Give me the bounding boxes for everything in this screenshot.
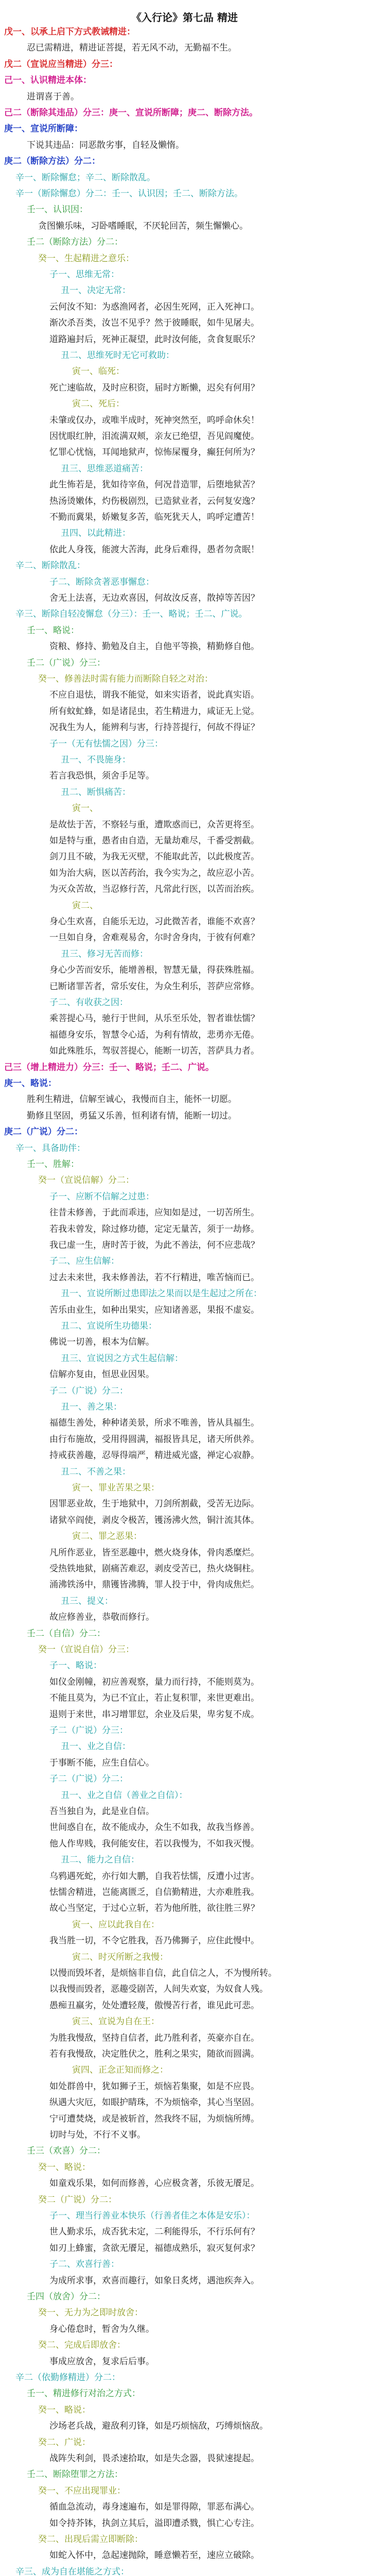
verse-line: 为灭众苦故，当忍修行苦，凡常此行医，以苦而治疾。 xyxy=(49,884,259,894)
outline-heading: 寅一、应以此我自在： xyxy=(72,1920,160,1930)
outline-heading: 丑二、能力之自信： xyxy=(61,1855,139,1865)
outline-heading: 壬二（断除方法）分二： xyxy=(27,237,123,247)
verse-line: 若我未曾发，除过修功德，定定无量苦，须于一劫修。 xyxy=(49,1224,259,1234)
outline-heading: 癸一、不应出现罪业： xyxy=(38,2486,126,2496)
outline-heading: 辛二（依勤修精进）分二： xyxy=(15,2372,120,2383)
verse-line: 怯懦舍精进，岂能离匮乏，自信勤精进，大亦难胜我。 xyxy=(49,1887,259,1897)
outline-heading: 辛一、断除懈怠；辛二、断除散乱。 xyxy=(15,173,155,183)
outline-heading: 壬一、认识因： xyxy=(27,205,88,215)
verse-line: 佛说一切善，根本为信解。 xyxy=(49,1337,154,1347)
verse-line: 纵遇大灾厄，如眼护睛珠，不为烦恼牵，其心当坚固。 xyxy=(49,2097,259,2108)
verse-line: 如为治大病，医以苦药治，我今实为之，故应忍小苦。 xyxy=(49,868,259,878)
outline-heading: 癸一、略说： xyxy=(38,2162,91,2173)
outline-heading: 壬一、略说： xyxy=(27,625,79,636)
outline-heading: 子一、略说： xyxy=(49,1660,102,1671)
outline-heading: 壬三（欢喜）分二： xyxy=(27,2146,106,2156)
outline-heading: 癸一、修善法时需有能力而断除自轻之对治： xyxy=(38,674,213,684)
outline-heading: 寅四、正念正知而修之： xyxy=(72,2065,168,2075)
verse-line: 福德身安乐，智慧令心适，为利有情故，悲勇亦无倦。 xyxy=(49,1030,259,1040)
outline-heading: 丑二、思维死时无它可救助： xyxy=(61,350,174,361)
verse-line: 所有蚊虻蜂，如是诸昆虫，若生精进力，咸证无上觉。 xyxy=(49,706,259,717)
verse-line: 涌沸铁汤中，鼎镬皆沸腾，罪人投于中，骨肉成焦烂。 xyxy=(49,1580,259,1590)
outline-heading: 戊二（宣说应当精进）分三： xyxy=(4,59,118,70)
outline-heading: 子一、应断不信解之过患： xyxy=(49,1192,154,1202)
outline-heading: 壬四（放舍）分二： xyxy=(27,2292,106,2302)
verse-line: 他人作卑贱，我何能安住，若以我慢为，不如我灭慢。 xyxy=(49,1839,259,1849)
outline-heading: 壬一、精进修行对治之方式： xyxy=(27,2388,140,2399)
outline-heading: 庚二（断除方法）分二： xyxy=(4,156,100,166)
verse-line: 如令持芥钵，执剑立其后，溢即遭杀戮，惧亡心专注。 xyxy=(49,2518,259,2529)
outline-heading: 子二（广说）分三： xyxy=(49,1725,128,1736)
outline-heading: 戊一、以承上启下方式教诫精进： xyxy=(4,27,135,37)
outline-heading: 癸一、无力为之即时放舍： xyxy=(38,2308,143,2318)
verse-line: 世人勤求乐，成否犹未定，二利能得乐，不行乐何有？ xyxy=(49,2227,259,2237)
outline-heading: 丑一、业之自信（善业之自信）： xyxy=(61,1790,188,1801)
verse-line: 不能且莫为，为已不宜止，若止复积罪，来世更难出。 xyxy=(49,1693,259,1703)
outline-heading: 子二、断除贪著恶事懈怠： xyxy=(49,577,154,587)
outline-heading: 壬一、胜解： xyxy=(27,1159,79,1170)
verse-line: 为成所求事，欢喜而趣行，如象日炙烤，遇池疾奔入。 xyxy=(49,2276,259,2286)
verse-line: 宁可遭焚烧，或是被斩首，然我终不屈，为烦恼所缚。 xyxy=(49,2114,259,2124)
verse-line: 忍已需精进，精进证菩提，若无风不动，无勤福不生。 xyxy=(27,43,237,53)
verse-line: 贪图懒乐味，习卧嗜睡眠，不厌轮回苦，频生懈懒心。 xyxy=(38,221,248,231)
verse-line: 云何汝不知：为惑渔网者，必因生死网，正入死神口。 xyxy=(49,302,259,312)
verse-line: 渐次杀吾类，汝岂不见乎？然于彼睡眠，如牛见屠夫。 xyxy=(49,318,259,328)
verse-line: 福德生善处，种种诸美景，所求不唯善，皆从具福生。 xyxy=(49,1418,259,1428)
outline-heading: 寅一、临死： xyxy=(72,366,125,377)
outline-heading: 庚一、略说： xyxy=(4,1078,57,1089)
verse-line: 持戒获善趣，忍辱得端严，精进威光盛，禅定心寂静。 xyxy=(49,1450,259,1461)
verse-line: 身心倦怠时，暂舍为久继。 xyxy=(49,2324,154,2334)
outline-heading: 丑三、提义： xyxy=(61,1596,113,1606)
verse-line: 身心少苦而安乐，能增善根，智慧无量，得获殊胜福。 xyxy=(49,965,259,975)
verse-line: 信解亦复由，恒思业因果。 xyxy=(49,1369,154,1380)
verse-line: 未肇或仅办，或唯半成时，死神突然至，呜呼命休矣！ xyxy=(49,415,259,426)
verse-line: 受热铁地狱，剧痛苦难忍，剥皮受苦已，热火烧铜柱。 xyxy=(49,1564,259,1574)
outline-heading: 己三（增上精进力）分三：壬一、略说；壬二、广说。 xyxy=(4,1062,214,1073)
verse-line: 因罪恶业故，生于地狱中，刀剑所割截，受苦无边际。 xyxy=(49,1499,259,1509)
outline-heading: 辛三、成为自在堪能之方式： xyxy=(15,2567,129,2576)
verse-line: 沙场老兵战，避敌利刃锋，如是巧烦恼敌，巧缚烦恼敌。 xyxy=(49,2421,268,2431)
verse-line: 我已虚一生，唐时苦于彼，为此不善法，何不应悲哉？ xyxy=(49,1240,259,1250)
verse-line: 战阵失利剑，畏杀速拾取，如是失念器，畏狱速提起。 xyxy=(49,2453,259,2464)
verse-line: 循血急流动，毒身速遍布，如是罪得隙，罪恶布满心。 xyxy=(49,2502,259,2512)
outline-heading: 寅二、死后： xyxy=(72,399,125,409)
outline-heading: 庚二（广说）分二： xyxy=(4,1127,83,1137)
outline-heading: 癸二（广说）分二： xyxy=(38,2195,117,2205)
verse-line: 剑刀且不破，为我无灭壁，不能取此苦，以此极度苦。 xyxy=(49,852,259,862)
outline-heading: 辛二、断除散乱： xyxy=(15,561,85,571)
outline-heading: 癸一（宣说自信）分三： xyxy=(38,1645,134,1655)
outline-heading: 丑一、业之自信： xyxy=(61,1741,131,1752)
verse-line: 是故怯于苦，不察轻与重，遭欺惑而已，众苦更将至。 xyxy=(49,820,259,830)
verse-line: 我当胜一切，不令它胜我，吾乃佛狮子，应住此慢中。 xyxy=(49,1936,259,1946)
outline-heading: 庚一、宣说所断障： xyxy=(4,124,83,134)
verse-line: 由行布施故，受用得圆满，福报皆具足，诸天所供养。 xyxy=(49,1434,259,1445)
outline-heading: 己一、认识精进本体： xyxy=(4,75,92,86)
verse-line: 诸狱卒阎使，剥皮令极苦，镬汤沸火然，铜汁流其体。 xyxy=(49,1515,259,1526)
verse-line: 资粮、修持、勤勉及自主，自他平等换，精勤修自他。 xyxy=(49,641,259,652)
verse-line: 如处群兽中，犹如狮子王，烦恼若集聚，如是不应畏。 xyxy=(49,2081,259,2092)
verse-line: 世间惑自在，故不能成办，众生不如我，故我当修善。 xyxy=(49,1822,259,1833)
verse-line: 下说其违品：同恶散劣事，自轻及懒惰。 xyxy=(27,140,184,150)
verse-line: 此生怖若是，犹如待宰鱼，何况昔造罪，后堕地狱苦？ xyxy=(49,480,259,490)
verse-line: 进谓喜于善。 xyxy=(27,92,79,102)
verse-line: 切时与处，不行不义事。 xyxy=(49,2130,146,2140)
verse-line: 舍无上法喜，无边欢喜因，何故汝反喜，散掉等苦因？ xyxy=(49,593,259,603)
outline-heading: 寅二、 xyxy=(72,901,98,911)
verse-line: 退则于来世，串习增罪愆，余业及后果，卑劣复不成。 xyxy=(49,1709,259,1720)
verse-line: 如刃上蜂蜜，贪欲无餍足，福德成熟乐，寂灭复何求？ xyxy=(49,2243,259,2253)
outline-heading: 丑一、不畏施身： xyxy=(61,755,131,765)
outline-heading: 丑二、断惧痛苦： xyxy=(61,787,131,798)
verse-line: 故应修善业，恭敬而修行。 xyxy=(49,1612,154,1622)
outline-heading: 丑一、善之果： xyxy=(61,1402,122,1412)
verse-line: 死亡速临故，及时应积资，届时方断懒，迟矣有何用？ xyxy=(49,383,259,393)
verse-line: 如是特与重，愚者由自造，无量劫难尽，千番受割截。 xyxy=(49,836,259,846)
outline-heading: 寅一、罪业苦果之果： xyxy=(72,1483,160,1493)
outline-heading: 子一（无有怯懦之因）分三： xyxy=(49,739,163,749)
verse-line: 勤修且坚固，勇猛又乐善，恒利诸有情，能断一切过。 xyxy=(27,1111,237,1121)
verse-line: 以慢而毁坏者，是烦恼非自信，此自信之人，不为慢所转。 xyxy=(49,1968,277,1978)
verse-line: 事成应放舍，复求后后事。 xyxy=(49,2357,154,2367)
verse-line: 过去未来世，我未修善法，若不行精进，唯苦恼而已。 xyxy=(49,1273,259,1283)
outline-heading: 子二、有收获之因： xyxy=(49,997,128,1008)
outline-heading: 寅一、 xyxy=(72,803,98,814)
verse-line: 况我生为人，能辨利与害，行持菩提行，何故不得证？ xyxy=(49,722,259,733)
verse-line: 于事断不能，应生自信心。 xyxy=(49,1758,154,1768)
outline-heading: 辛一、具备助伴： xyxy=(15,1143,85,1154)
verse-line: 依此人身筏，能渡大苦海，此身后难得，愚者勿贪眠！ xyxy=(49,545,259,555)
outline-heading: 子一、思维无常： xyxy=(49,269,119,280)
verse-line: 凡所作恶业，皆至恶趣中，燃火烧身体，骨肉悉糜烂。 xyxy=(49,1548,259,1558)
outline-heading: 寅二、罪之恶果： xyxy=(72,1531,142,1541)
verse-line: 因忧眼红肿，泪流满双颊，亲友已绝望，吾见阎魔使。 xyxy=(49,431,259,442)
outline-heading: 丑三、修习无苦而修： xyxy=(61,949,148,959)
outline-heading: 癸二、广说： xyxy=(38,2437,91,2448)
outline-heading: 辛三、断除自轻凌懈怠（分三）：壬一、略说；壬二、广说。 xyxy=(15,609,248,619)
verse-line: 若言我恐惧，须舍手足等。 xyxy=(49,771,154,781)
verse-line: 吾当独自为，此是业自信。 xyxy=(49,1806,154,1817)
verse-line: 已断诸罪苦者，常乐安住，为众生利乐，菩萨应常修。 xyxy=(49,981,259,992)
verse-line: 以我慢而毁者，恶趣受剧苦，人间失欢宴，为奴食人残。 xyxy=(49,1984,268,1994)
outline-heading: 丑二、宣说所生功德果： xyxy=(61,1321,157,1331)
outline-heading: 子二（广说）分二： xyxy=(49,1774,128,1784)
verse-line: 一旦如自身，舍难观易舍，尔时舍身肉，于彼有何难？ xyxy=(49,933,259,943)
outline-heading: 癸二、完成后即放舍： xyxy=(38,2340,126,2350)
verse-line: 如此殊胜乐，驾驭菩提心，能断一切苦，菩萨具力者。 xyxy=(49,1046,259,1056)
page-title: 《入行论》第七品 精进 xyxy=(131,11,238,24)
outline-heading: 丑一、宣说所断过患即法之果而以是生起过之所在： xyxy=(61,1289,262,1299)
outline-heading: 壬二、断除堕罪之方法： xyxy=(27,2469,123,2480)
outline-heading: 丑三、宣说因之方式生起信解： xyxy=(61,1353,183,1364)
outline-heading: 丑三、思维恶道痛苦： xyxy=(61,464,148,474)
verse-line: 不应自退怯，谓我不能觉，如来实语者，说此真实语。 xyxy=(49,690,259,700)
verse-line: 身心生欢喜，自能乐无边，习此微苦者，谁能不欢喜？ xyxy=(49,917,259,927)
outline-heading: 子一、理当行善业本快乐（行善者佳之本体是安乐）： xyxy=(49,2211,255,2221)
verse-line: 道路遍封后，死神正凝望，此时汝何能，贪食复眠乐？ xyxy=(49,334,259,345)
verse-line: 往昔未修善，于此而乖违，应知如是过，一切苦所生。 xyxy=(49,1208,259,1218)
outline-heading: 子二、应生信解： xyxy=(49,1256,119,1266)
outline-heading: 丑一、决定无常： xyxy=(61,285,131,296)
verse-line: 愚痴丑羸劣，处处遭轻蔑，傲慢苦行者，谁见此可悲。 xyxy=(49,2001,259,2011)
verse-line: 故心当坚定，于过心立斩，若为他所胜，欲往胜三界？ xyxy=(49,1903,259,1913)
outline-heading: 癸一、生起精进之意乐： xyxy=(38,253,134,264)
verse-line: 乌鸦遇死蛇，亦行如大鹏，自我若怯懦，反遭小过害。 xyxy=(49,1871,259,1882)
outline-heading: 己二（断除其违品）分三：庚一、宣说所断障；庚二、断除方法。 xyxy=(4,108,258,118)
outline-heading: 癸二、出现后需立即断除： xyxy=(38,2534,143,2545)
verse-line: 苦乐由业生，如种出果实，应知诸善恶，果报不虚妄。 xyxy=(49,1305,259,1315)
outline-heading: 子二（广说）分二： xyxy=(49,1386,128,1396)
verse-line: 如仪金刚幢，初应善观察，量力而行持，不能则莫为。 xyxy=(49,1677,259,1687)
outline-heading: 寅三、宣说为自在王： xyxy=(72,2016,160,2027)
verse-line: 胜利生精进，信解至诚心，我慢而自主，能怀一切愿。 xyxy=(27,1094,237,1105)
outline-heading: 丑四、以此精进： xyxy=(61,528,131,538)
outline-heading: 辛一（断除懈怠）分二：壬一、认识因；壬二、断除方法。 xyxy=(15,189,243,199)
verse-line: 如童戏乐果，如何而修善，心应极贪著，乐彼无餍足。 xyxy=(49,2178,259,2189)
verse-line: 不勤而冀果，娇嫩复多苦，临死犹天人，呜呼定遭苦！ xyxy=(49,512,259,522)
verse-line: 乘菩提心马，驰行于世间，从乐至乐处，智者谁怯懦？ xyxy=(49,1013,259,1024)
verse-line: 热汤烫嫩体，灼伤极剧烈，已造狱业者，云何复安逸？ xyxy=(49,496,259,506)
outline-heading: 丑二、不善之果： xyxy=(61,1467,131,1477)
outline-heading: 癸一（宣说信解）分二： xyxy=(38,1175,134,1185)
outline-heading: 壬二（自信）分二： xyxy=(27,1629,106,1639)
outline-heading: 癸一、略说： xyxy=(38,2405,91,2415)
outline-heading: 壬二（广说）分三： xyxy=(27,658,106,668)
outline-heading: 子二、欢喜行善： xyxy=(49,2259,119,2269)
verse-line: 忆罪心忧恼，耳闻地狱声，惊怖屎覆身，癫狂何所为？ xyxy=(49,447,259,457)
verse-line: 如蛇入怀中，急起速抛除，睡意懒若至，速应立破除。 xyxy=(49,2550,259,2561)
verse-line: 为胜我慢敌，坚持自信者，此乃胜利者，英豪亦自在。 xyxy=(49,2033,259,2043)
outline-heading: 寅二、时灭所断之我慢： xyxy=(72,1952,168,1962)
verse-line: 若有我慢敌，决定胜伏之，胜利之果实，随欲而圆满。 xyxy=(49,2049,259,2059)
